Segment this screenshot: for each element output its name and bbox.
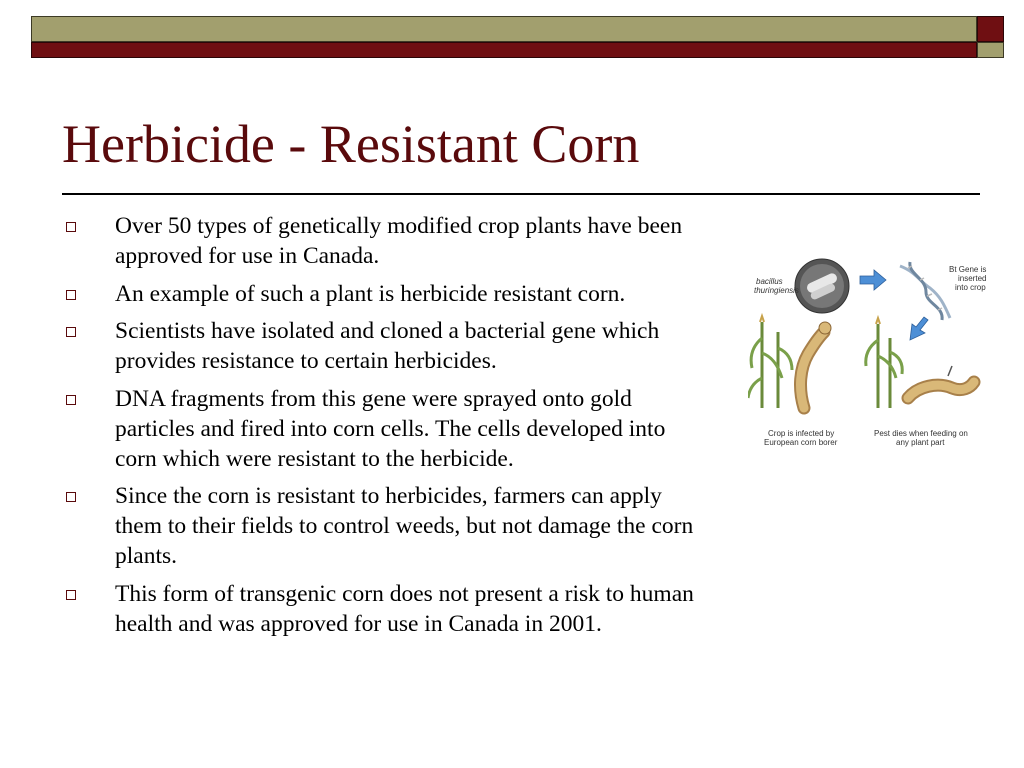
bullet-square-icon xyxy=(66,590,76,600)
header-square-maroon xyxy=(977,16,1004,42)
header-square-olive xyxy=(977,42,1004,58)
header-bar-maroon xyxy=(31,42,977,58)
bacteria-label: thuringiensis xyxy=(754,286,799,295)
bacterium-image xyxy=(795,259,849,313)
bullet-square-icon xyxy=(66,492,76,502)
bullet-text: Scientists have isolated and cloned a bacterial gene which provides resistance to certain herbicides. xyxy=(115,318,660,374)
gene-label: into crop xyxy=(955,283,986,292)
bullet-square-icon xyxy=(66,222,76,232)
gene-label: inserted xyxy=(958,274,987,283)
figure-caption-right: Pest dies when feeding on xyxy=(874,429,968,438)
figure-caption-left: Crop is infected by xyxy=(768,429,835,438)
bullet-item xyxy=(66,384,706,474)
bacteria-label: bacillus xyxy=(756,277,783,286)
bullet-item xyxy=(66,481,706,571)
figure-caption-right: any plant part xyxy=(896,438,945,447)
figure-caption-left: European corn borer xyxy=(764,438,838,447)
title-divider xyxy=(62,193,980,195)
bullet-item xyxy=(66,579,706,639)
arrow-right-icon xyxy=(860,270,886,290)
corn-borer-worm-image xyxy=(801,322,831,408)
slide-title: Herbicide - Resistant Corn xyxy=(62,114,640,174)
arrow-down-left-icon xyxy=(910,317,928,340)
bullet-item xyxy=(66,279,706,309)
bullet-item xyxy=(66,316,706,376)
bullet-text: DNA fragments from this gene were sprayed onto gold particles and fired into corn cells. The cells developed into corn which were resistant to the herbicide. xyxy=(115,385,666,472)
bullet-text: An example of such a plant is herbicide resistant corn. xyxy=(115,280,626,307)
bullet-square-icon xyxy=(66,290,76,300)
bullet-square-icon xyxy=(66,395,76,405)
bt-corn-diagram xyxy=(748,258,990,448)
corn-plant-right-image xyxy=(866,318,903,408)
corn-plant-left-image xyxy=(748,316,792,408)
gene-label: Bt Gene is xyxy=(949,265,987,274)
bullet-square-icon xyxy=(66,327,76,337)
header-bar-olive xyxy=(31,16,977,42)
bullet-list xyxy=(66,211,706,646)
bullet-text: This form of transgenic corn does not present a risk to human health and was approved for use in Canada in 2001. xyxy=(115,580,694,637)
bullet-item xyxy=(66,211,706,271)
dna-helix-image xyxy=(900,262,950,320)
dead-pest-image xyxy=(908,366,974,398)
bullet-text: Since the corn is resistant to herbicides, farmers can apply them to their fields to control weeds, but not damage the corn plants. xyxy=(115,483,694,569)
bullet-text: Over 50 types of genetically modified crop plants have been approved for use in Canada. xyxy=(115,213,683,269)
